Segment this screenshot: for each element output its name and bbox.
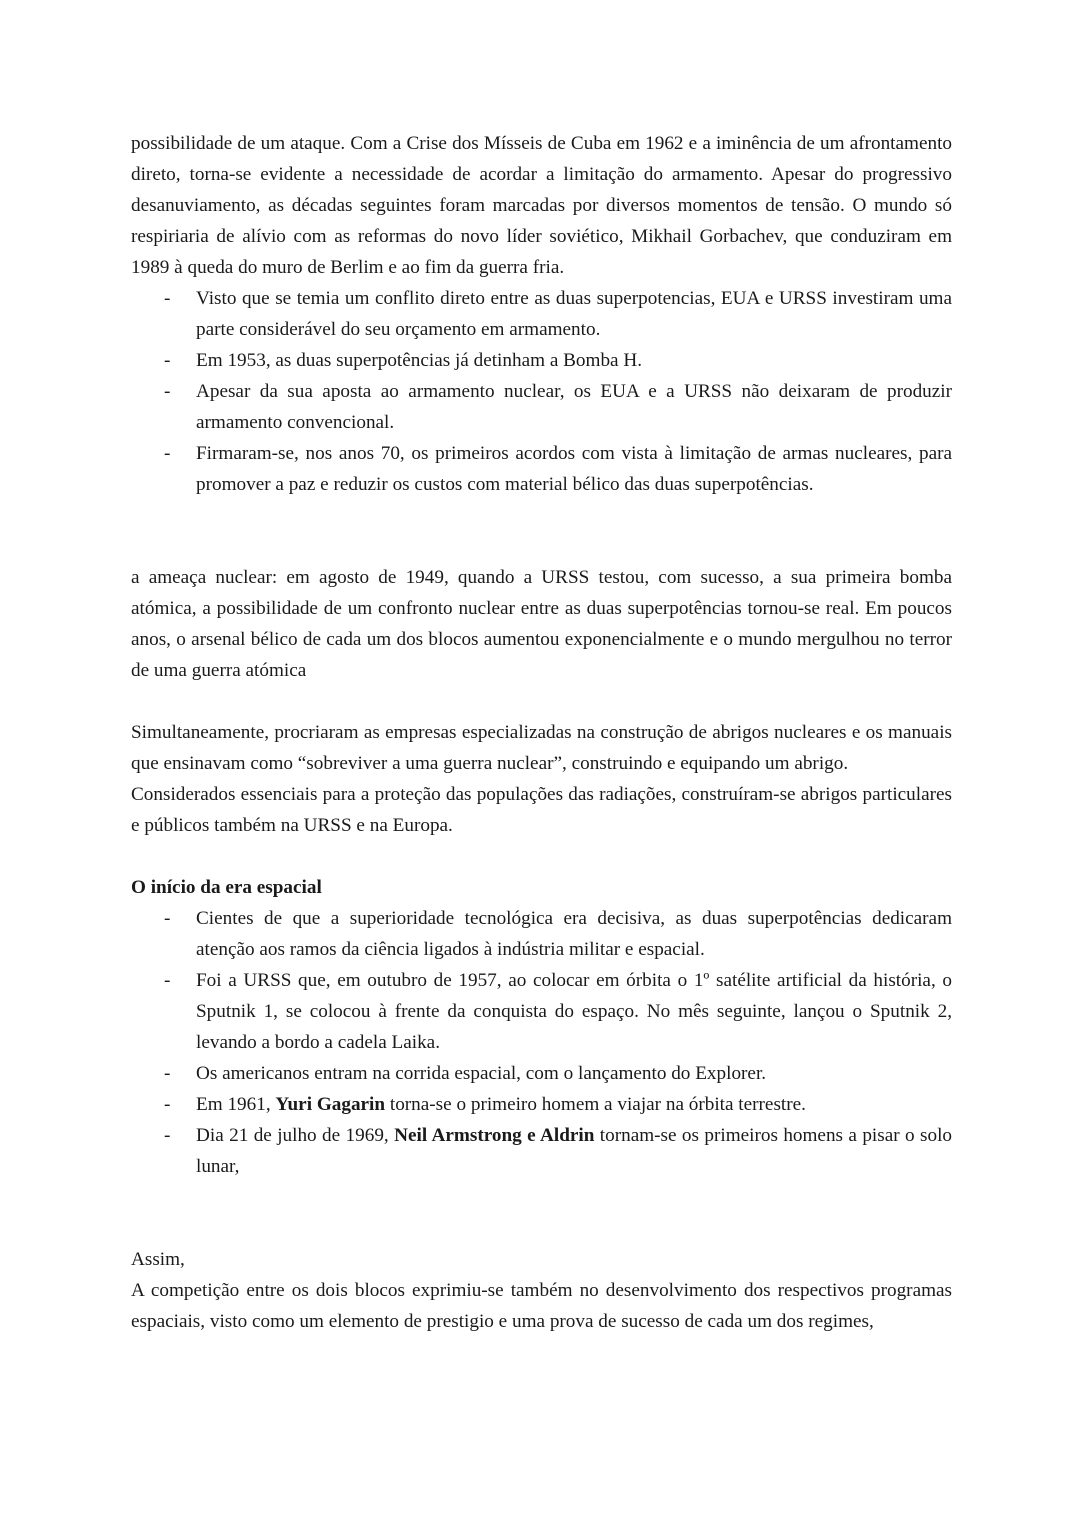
- section-heading: O início da era espacial: [131, 877, 322, 898]
- conclusion-paragraph: A competição entre os dois blocos exprimiu-se também no desenvolvimento dos respectivos programas espaciais, visto como um elemento de prestigio e uma prova de sucesso de cada um dos regimes,: [131, 1280, 952, 1332]
- shelters-paragraph-2: Considerados essenciais para a proteção das populações das radiações, construíram-se abrigos particulares e públicos também na URSS e na Europa.: [131, 784, 952, 836]
- bullet-dash: -: [164, 970, 171, 991]
- list-item-text-post: tornam-se os primeiros homens a pisar o solo lunar,: [196, 1125, 952, 1177]
- intro-paragraph: possibilidade de um ataque. Com a Crise dos Mísseis de Cuba em 1962 e a iminência de um afrontamento direto, torna-se evidente a necessidade de acordar a limitação do armamento. Apesar do progressivo desanuviamento, as décadas seguintes foram marcadas por diversos momentos de tensão. O mundo só respiriaria de alívio com as reformas do novo líder soviético, Mikhail Gorbachev, que conduziram em 1989 à queda do muro de Berlim e ao fim da guerra fria.: [131, 133, 952, 278]
- bullet-dash: -: [164, 908, 171, 929]
- bold-name: Yuri Gagarin: [275, 1094, 386, 1115]
- list-item-text: Visto que se temia um conflito direto entre as duas superpotencias, EUA e URSS investiram uma parte considerável do seu orçamento em armamento.: [196, 288, 952, 340]
- bullet-dash: -: [164, 381, 171, 402]
- conclusion-intro: Assim,: [131, 1249, 185, 1270]
- list-item-text-pre: Dia 21 de julho de 1969,: [196, 1125, 389, 1146]
- list-item: [131, 283, 952, 345]
- spacer: [131, 500, 952, 562]
- spacer: [131, 1182, 952, 1244]
- nuclear-threat-paragraph: a ameaça nuclear: em agosto de 1949, quando a URSS testou, com sucesso, a sua primeira bomba atómica, a possibilidade de um confronto nuclear entre as duas superpotências tornou-se real. Em poucos anos, o arsenal bélico de cada um dos blocos aumentou exponencialmente e o mundo mergulhou no terror de uma guerra atómica: [131, 567, 952, 681]
- bullet-dash: -: [164, 350, 171, 371]
- spacer: [131, 686, 952, 717]
- list-item-text: Apesar da sua aposta ao armamento nuclear, os EUA e a URSS não deixaram de produzir armamento convencional.: [196, 381, 952, 433]
- list-item: [131, 965, 952, 1058]
- list-item: [131, 1089, 952, 1120]
- spacer: [131, 841, 952, 872]
- bullet-dash: -: [164, 1125, 171, 1146]
- list-item: [131, 345, 952, 376]
- bullet-dash: -: [164, 288, 171, 309]
- document-page: [131, 128, 952, 1337]
- shelters-paragraph: Simultaneamente, procriaram as empresas especializadas na construção de abrigos nucleares e os manuais que ensinavam como “sobreviver a uma guerra nuclear”, construindo e equipando um abrigo.: [131, 722, 952, 774]
- bullet-dash: -: [164, 443, 171, 464]
- bold-name: Neil Armstrong e Aldrin: [394, 1125, 595, 1146]
- list-item-text: Foi a URSS que, em outubro de 1957, ao colocar em órbita o 1º satélite artificial da história, o Sputnik 1, se colocou à frente da conquista do espaço. No mês seguinte, lançou o Sputnik 2, levando a bordo a cadela Laika.: [196, 970, 952, 1053]
- bullet-dash: -: [164, 1094, 171, 1115]
- list-item-text: Cientes de que a superioridade tecnológica era decisiva, as duas superpotências dedicaram atenção aos ramos da ciência ligados à indústria militar e espacial.: [196, 908, 952, 960]
- space-bullet-list: [131, 903, 952, 1182]
- bullet-dash: -: [164, 1063, 171, 1084]
- list-item: [131, 1120, 952, 1182]
- list-item-text-post: torna-se o primeiro homem a viajar na órbita terrestre.: [389, 1094, 806, 1115]
- list-item: [131, 903, 952, 965]
- list-item-text: Firmaram-se, nos anos 70, os primeiros acordos com vista à limitação de armas nucleares, para promover a paz e reduzir os custos com material bélico das duas superpotências.: [196, 443, 952, 495]
- list-item: [131, 1058, 952, 1089]
- list-item: [131, 376, 952, 438]
- list-item: [131, 438, 952, 500]
- list-item-text-pre: Em 1961,: [196, 1094, 271, 1115]
- intro-bullet-list: [131, 283, 952, 500]
- list-item-text: Os americanos entram na corrida espacial, com o lançamento do Explorer.: [196, 1063, 767, 1084]
- list-item-text: Em 1953, as duas superpotências já detinham a Bomba H.: [196, 350, 643, 371]
